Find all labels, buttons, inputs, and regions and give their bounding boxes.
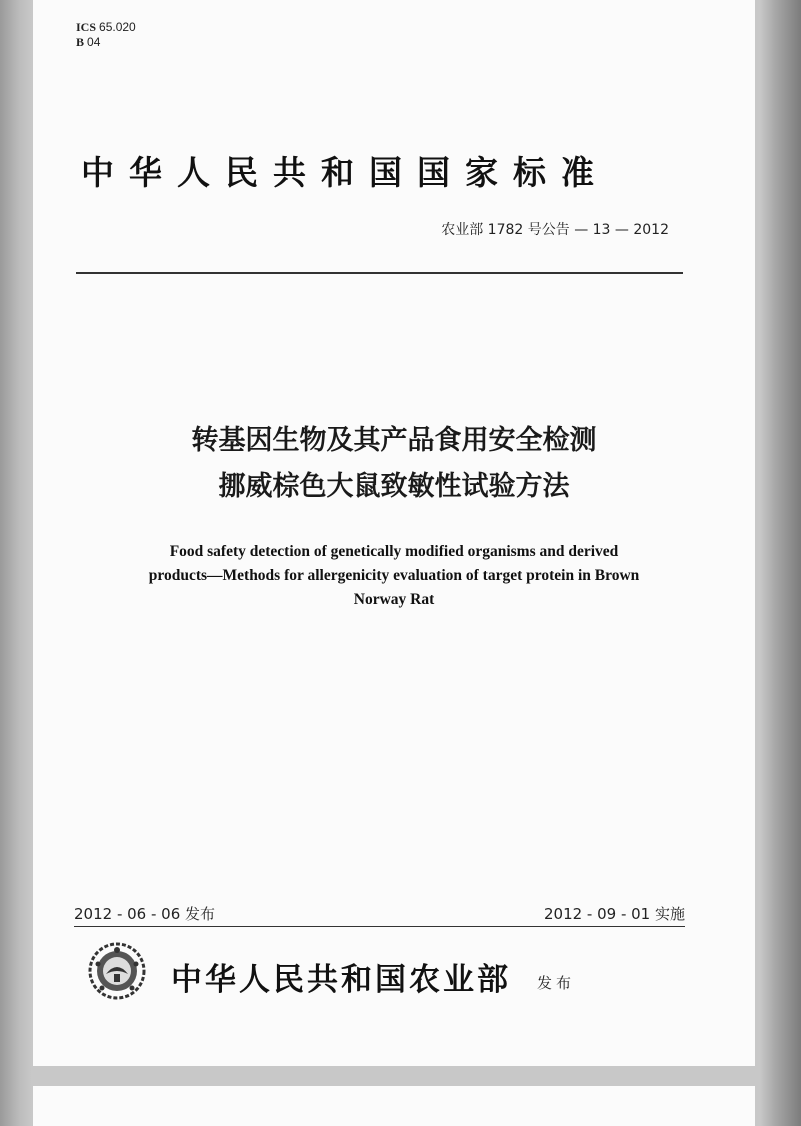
national-standard-title: 中华人民共和国国家标准 xyxy=(81,153,609,192)
date-row xyxy=(74,903,685,925)
class-label: B xyxy=(76,35,85,49)
chinese-title-line-2: 挪威棕色大鼠致敏性试验方法 xyxy=(218,471,570,502)
ics-label: ICS xyxy=(76,20,97,34)
class-code: 04 xyxy=(87,35,101,49)
ics-classification xyxy=(76,20,136,50)
standard-number: 农业部 1782 号公告 — 13 — 2012 xyxy=(441,222,669,238)
chinese-title-line-1: 转基因生物及其产品食用安全检测 xyxy=(191,425,597,456)
english-title-line-2: products—Methods for allergenicity evaluation of target protein in Brown xyxy=(148,567,640,584)
header-divider xyxy=(76,272,683,274)
document-page xyxy=(33,0,755,1066)
english-title-line-3: Norway Rat xyxy=(353,591,435,608)
english-title xyxy=(73,540,715,612)
ics-code: 65.020 xyxy=(99,20,136,34)
release-date: 2012 - 06 - 06 发布 xyxy=(74,905,216,923)
english-title-line-1: Food safety detection of genetically modified organisms and derived xyxy=(169,543,619,560)
chinese-title xyxy=(33,418,755,510)
ministry-emblem-icon xyxy=(88,942,146,1000)
next-page-edge xyxy=(33,1086,755,1126)
implement-date: 2012 - 09 - 01 实施 xyxy=(543,905,685,923)
issuing-ministry: 中华人民共和国农业部 xyxy=(171,962,511,998)
issuer-suffix: 发布 xyxy=(537,974,576,992)
footer-divider xyxy=(74,926,685,927)
